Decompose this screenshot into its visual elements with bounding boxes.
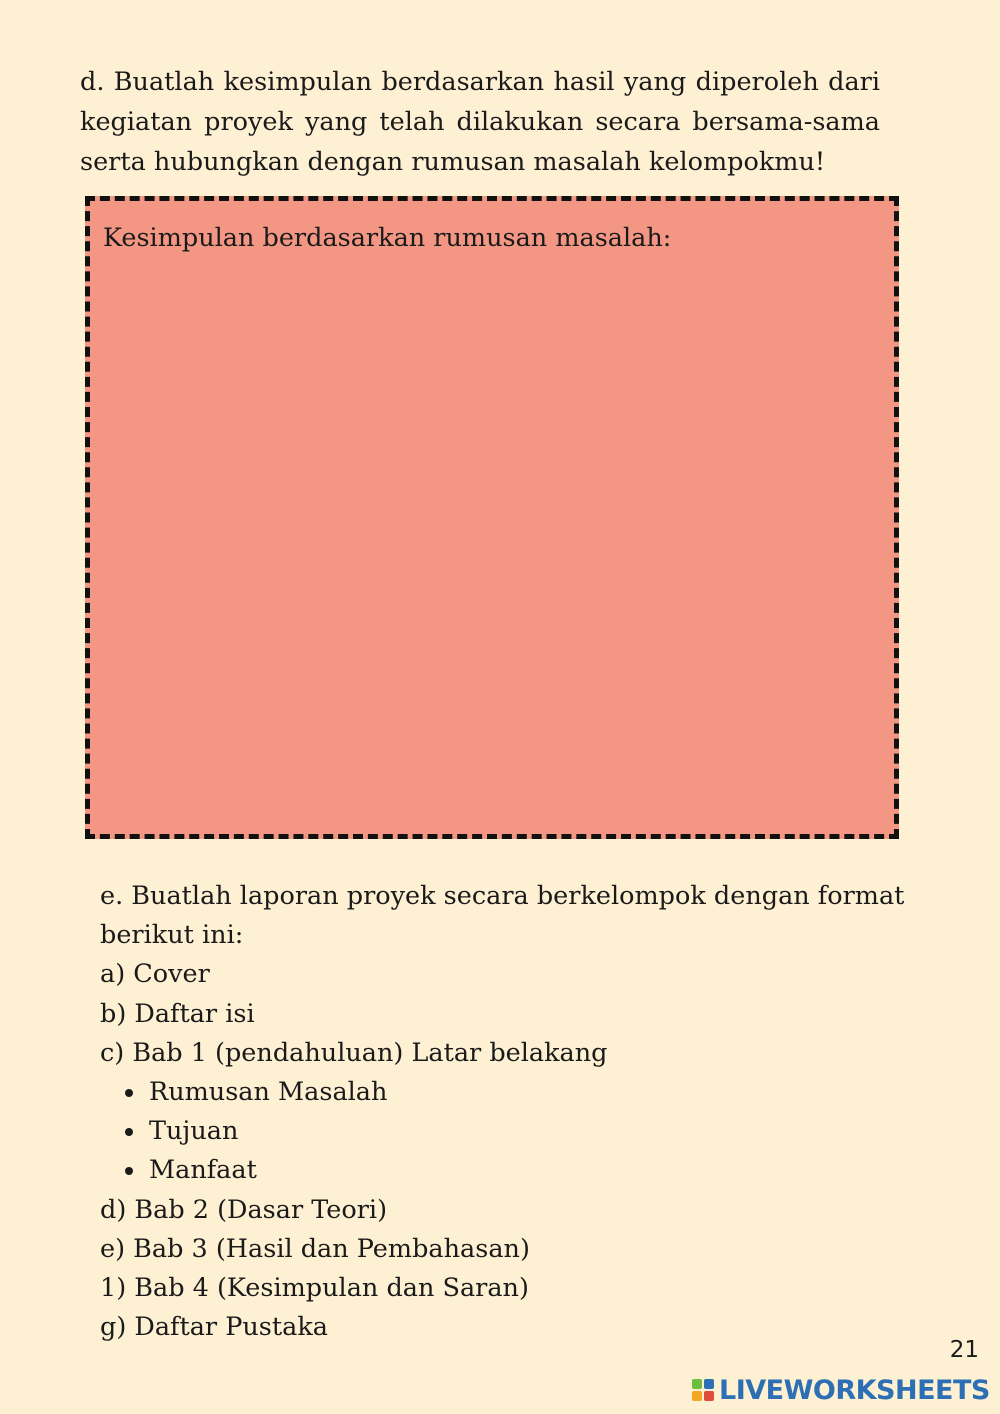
instruction-e-line-2: berikut ini: [100,920,244,951]
brand-name: LIVEWORKSHEETS [719,1374,990,1406]
page-number: 21 [949,1337,979,1363]
chapter-1-subitems [100,1073,910,1191]
bullet-icon [125,1089,133,1097]
format-item-chapter-1: c) Bab 1 (pendahuluan) Latar belakang [100,1037,608,1068]
report-format-section [100,877,910,1347]
format-item-chapter-4: 1) Bab 4 (Kesimpulan dan Saran) [100,1273,529,1304]
conclusion-answer-input[interactable] [103,263,881,821]
format-item-chapter-3: e) Bab 3 (Hasil dan Pembahasan) [100,1233,530,1264]
list-item [100,1073,910,1112]
logo-square-green [692,1379,702,1389]
conclusion-answer-box[interactable] [85,196,899,839]
instruction-e-line-1: e. Buatlah laporan proyek secara berkelompok dengan format [100,881,905,911]
list-item [100,1151,910,1190]
subitem-objectives: Tujuan [149,1116,239,1147]
liveworksheets-brand [692,1373,990,1407]
bullet-icon [125,1167,133,1175]
logo-square-red [704,1391,714,1401]
instruction-e [100,877,910,955]
format-item-cover: a) Cover [100,959,210,990]
liveworksheets-logo-icon [692,1379,714,1401]
conclusion-box-label: Kesimpulan berdasarkan rumusan masalah: [103,223,672,253]
logo-square-orange [692,1391,702,1401]
subitem-problem-formulation: Rumusan Masalah [149,1077,388,1108]
format-item-chapter-2: d) Bab 2 (Dasar Teori) [100,1194,388,1225]
logo-square-blue [704,1379,714,1389]
instruction-d: d. Buatlah kesimpulan berdasarkan hasil yang diperoleh dari kegiatan proyek yang telah dilakukan secara bersama-sama serta hubungkan dengan rumusan masalah kelompokmu! [80,67,880,177]
subitem-benefits: Manfaat [149,1155,257,1186]
bullet-icon [125,1128,133,1136]
format-item-bibliography: g) Daftar Pustaka [100,1312,328,1343]
list-item [100,1112,910,1151]
format-item-table-of-contents: b) Daftar isi [100,998,255,1029]
